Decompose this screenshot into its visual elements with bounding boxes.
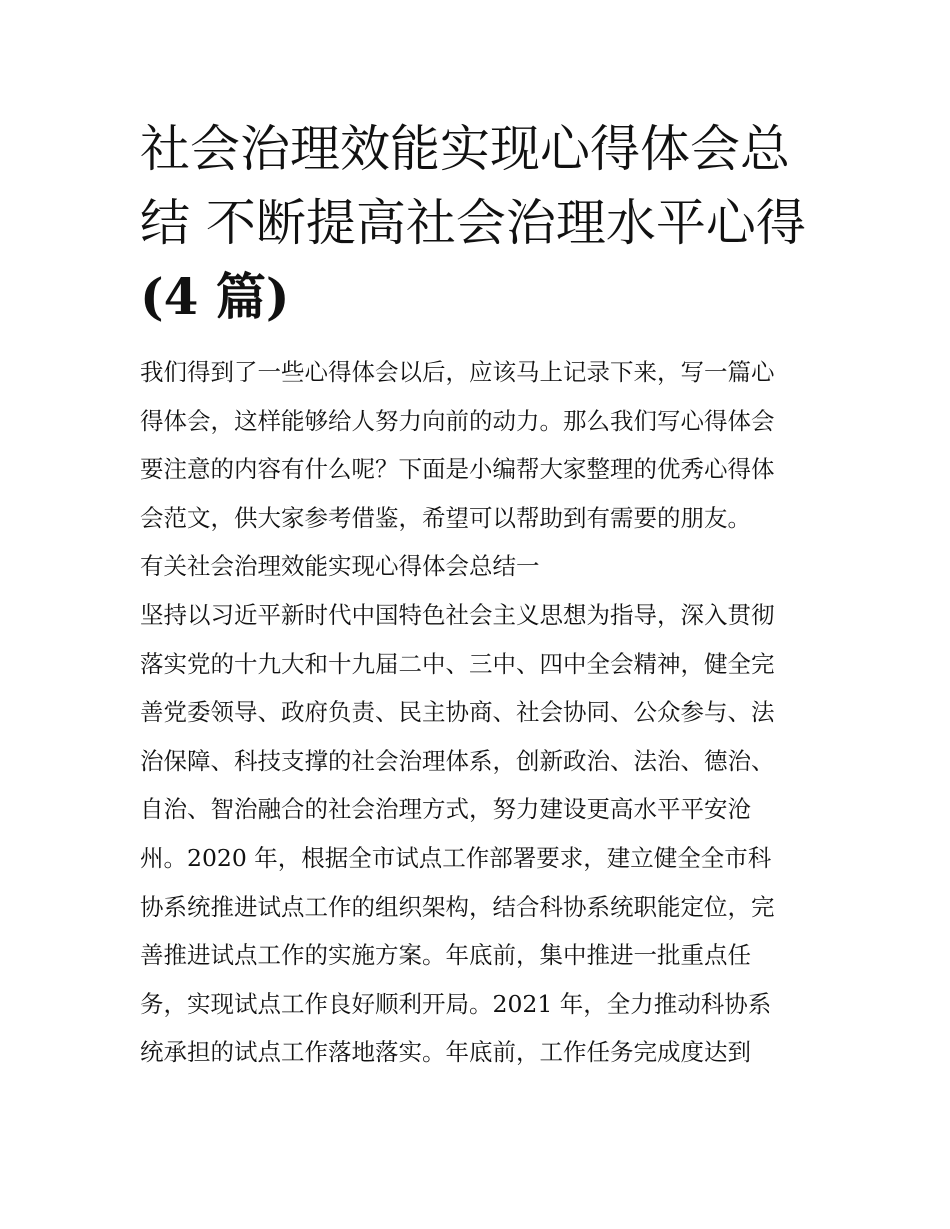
document-page [140, 112, 820, 1077]
section-line-5: 自治、智治融合的社会治理方式，努力建设更高水平平安沧 [140, 795, 751, 824]
document-title [140, 112, 820, 334]
section-heading [140, 542, 820, 591]
intro-line-4: 会范文，供大家参考借鉴，希望可以帮助到有需要的朋友。 [140, 503, 751, 532]
intro-line-1: 我们得到了一些心得体会以后，应该马上记录下来，写一篇心 [140, 358, 775, 386]
title-line-3: (4 篇) [140, 267, 290, 326]
section-line-7: 协系统推进试点工作的组织架构，结合科协系统职能定位，完 [140, 892, 775, 921]
section-line-3: 善党委领导、政府负责、民主协商、社会协同、公众参与、法 [140, 698, 775, 727]
intro-line-3: 要注意的内容有什么呢？下面是小编帮大家整理的优秀心得体 [140, 455, 775, 484]
section-heading-text: 有关社会治理效能实现心得体会总结一 [140, 552, 540, 581]
title-line-1: 社会治理效能实现心得体会总 [140, 120, 790, 178]
section-line-1: 坚持以习近平新时代中国特色社会主义思想为指导，深入贯彻 [140, 600, 775, 629]
intro-line-2: 得体会，这样能够给人努力向前的动力。那么我们写心得体会 [140, 406, 775, 435]
section-line-6: 州。2020 年，根据全市试点工作部署要求，建立健全全市科 [140, 843, 772, 872]
section-line-4: 治保障、科技支撑的社会治理体系，创新政治、法治、德治、 [140, 746, 775, 775]
document-body [140, 348, 820, 1077]
intro-paragraph [140, 348, 820, 542]
section-line-8: 善推进试点工作的实施方案。年底前，集中推进一批重点任 [140, 941, 751, 970]
section-line-9: 务，实现试点工作良好顺利开局。2021 年，全力推动科协系 [140, 989, 772, 1018]
section-line-2: 落实党的十九大和十九届二中、三中、四中全会精神，健全完 [140, 649, 775, 678]
section-line-10: 统承担的试点工作落地落实。年底前，工作任务完成度达到 [140, 1038, 751, 1067]
section-paragraph [140, 591, 820, 1077]
title-line-2: 结 不断提高社会治理水平心得 [140, 194, 806, 252]
